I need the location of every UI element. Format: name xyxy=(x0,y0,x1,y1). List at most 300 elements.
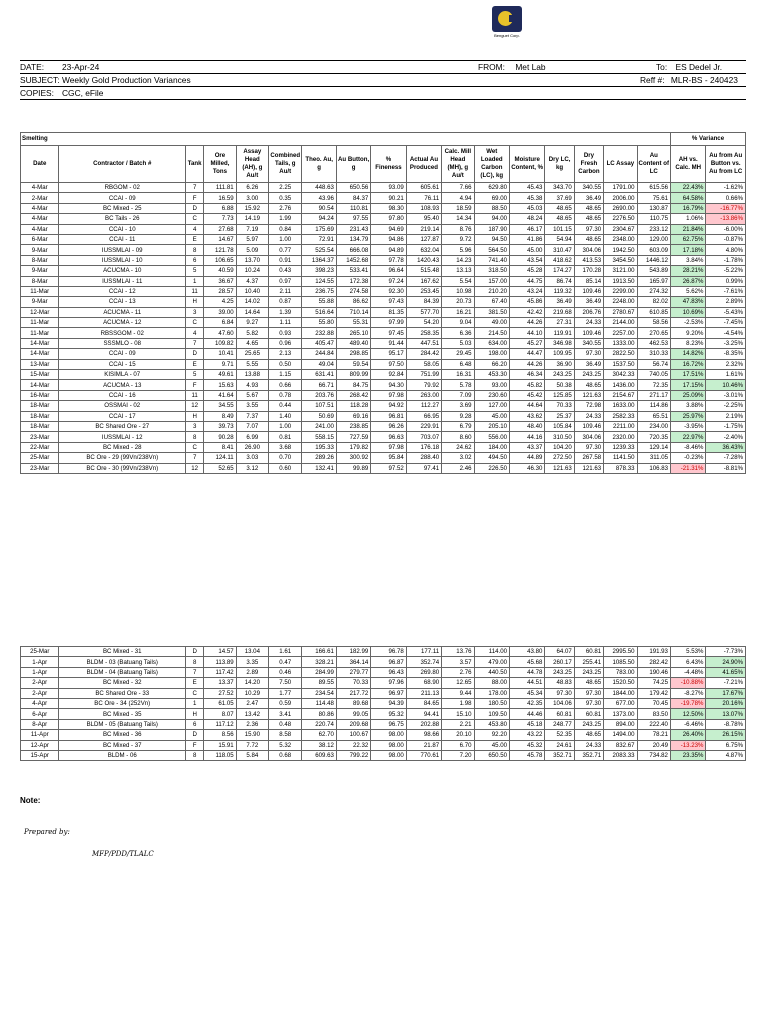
table-cell: 13-Mar xyxy=(21,359,59,369)
table-cell: 110.81 xyxy=(336,203,370,213)
table-cell: 48.65 xyxy=(574,730,603,740)
date-line xyxy=(20,62,100,72)
table-cell: 45.32 xyxy=(509,740,544,750)
table-cell: 60.81 xyxy=(545,709,574,719)
table-cell: 0.59 xyxy=(269,698,302,708)
table-cell: 94.41 xyxy=(406,709,441,719)
table-cell: 6.84 xyxy=(204,318,236,328)
table-cell: 1.99 xyxy=(269,214,302,224)
table-cell: 260.17 xyxy=(545,657,574,667)
table-cell: 11-Apr xyxy=(21,730,59,740)
table-cell: 94.39 xyxy=(371,698,406,708)
table-cell: 92.20 xyxy=(474,730,509,740)
table-cell: 352.71 xyxy=(574,750,603,760)
table-cell: 45.34 xyxy=(509,688,544,698)
table-cell: 219.14 xyxy=(406,224,441,234)
table-cell: 770.61 xyxy=(406,750,441,760)
table-cell: 52.35 xyxy=(545,730,574,740)
table-cell: 88.00 xyxy=(474,678,509,688)
table-cell: 1.00 xyxy=(269,234,302,244)
table-cell: -13.86% xyxy=(706,214,746,224)
table-cell: 66.95 xyxy=(406,411,441,421)
table-row xyxy=(21,370,746,380)
table-cell: 195.33 xyxy=(302,442,336,452)
table-cell: 84.39 xyxy=(406,297,441,307)
table-cell: 1085.50 xyxy=(604,657,637,667)
table-cell: 241.00 xyxy=(302,421,336,431)
table-cell: 24.33 xyxy=(574,318,603,328)
column-header: Tank xyxy=(186,146,204,183)
table-cell: 479.00 xyxy=(474,657,509,667)
table-row xyxy=(21,750,746,760)
table-cell: 453.30 xyxy=(474,370,509,380)
table-cell: -5.43% xyxy=(706,307,746,317)
table-cell: 8.56 xyxy=(204,730,236,740)
table-row xyxy=(21,203,746,213)
table-cell: -13.23% xyxy=(670,740,705,750)
table-cell: 78.21 xyxy=(637,730,670,740)
table-cell: 5.67 xyxy=(236,390,268,400)
table-row xyxy=(21,183,746,193)
section-label: Smelting xyxy=(21,133,671,146)
table-cell: 274.32 xyxy=(637,286,670,296)
table-cell: 3.41 xyxy=(269,709,302,719)
table-row xyxy=(21,193,746,203)
table-cell: 24.33 xyxy=(574,740,603,750)
table-cell: 14-Mar xyxy=(21,349,59,359)
table-cell: -1.75% xyxy=(706,421,746,431)
table-cell: 2154.67 xyxy=(604,390,637,400)
table-cell: 5.55 xyxy=(236,359,268,369)
table-cell: 2690.00 xyxy=(604,203,637,213)
table-cell: 0.50 xyxy=(269,359,302,369)
table-cell: 206.76 xyxy=(574,307,603,317)
table-cell: 21.87 xyxy=(406,740,441,750)
table-cell: 96.64 xyxy=(371,266,406,276)
table-cell: 418.62 xyxy=(545,255,574,265)
table-cell: 2.46 xyxy=(442,463,474,473)
table-cell: 211.13 xyxy=(406,688,441,698)
table-cell: E xyxy=(186,678,204,688)
table-cell: 75.61 xyxy=(637,193,670,203)
table-cell: CCAI - 13 xyxy=(59,297,186,307)
table-cell: 26.40% xyxy=(670,730,705,740)
table-cell: D xyxy=(186,349,204,359)
table-cell: 16.72% xyxy=(671,359,706,369)
table-cell: 90.21 xyxy=(371,193,406,203)
table-cell: 1141.50 xyxy=(604,453,637,463)
table-cell: 175.69 xyxy=(302,224,336,234)
table-cell: 14-Mar xyxy=(21,380,59,390)
table-row xyxy=(21,730,746,740)
table-cell: C xyxy=(186,688,204,698)
table-cell: 210.20 xyxy=(474,286,509,296)
table-cell: 44.47 xyxy=(509,349,544,359)
table-cell: 2276.50 xyxy=(604,214,637,224)
table-cell: 36.90 xyxy=(545,359,574,369)
table-cell: 10.69% xyxy=(671,307,706,317)
table-cell: 182.99 xyxy=(336,647,370,657)
table-cell: 5 xyxy=(186,266,204,276)
table-cell: 3.57 xyxy=(442,657,474,667)
table-cell: 1844.00 xyxy=(604,688,637,698)
table-cell: 45.00 xyxy=(474,411,509,421)
table-cell: 18-Mar xyxy=(21,401,59,411)
table-cell: 666.08 xyxy=(336,245,370,255)
table-row xyxy=(21,245,746,255)
table-cell: -8.27% xyxy=(670,688,705,698)
table-cell: 311.05 xyxy=(637,453,670,463)
table-cell: 49.04 xyxy=(302,359,336,369)
table-cell: 703.07 xyxy=(406,432,441,442)
table-cell: 69.00 xyxy=(474,193,509,203)
table-cell: 7.73 xyxy=(204,214,236,224)
table-cell: 253.45 xyxy=(406,286,441,296)
table-cell: 3454.50 xyxy=(604,255,637,265)
table-cell: 609.63 xyxy=(302,750,336,760)
table-cell: 494.50 xyxy=(474,453,509,463)
table-cell: 101.15 xyxy=(545,224,574,234)
table-cell: 413.53 xyxy=(574,255,603,265)
table-cell: 4-Mar xyxy=(21,183,59,193)
table-cell: 0.68 xyxy=(269,750,302,760)
table-cell: 2083.33 xyxy=(604,750,637,760)
table-cell: 14.67 xyxy=(204,234,236,244)
table-cell: 94.86 xyxy=(371,234,406,244)
table-cell: 25.65 xyxy=(236,349,268,359)
table-cell: CCAI - 10 xyxy=(59,224,186,234)
table-cell: 1.11 xyxy=(269,318,302,328)
table-cell: 6.75% xyxy=(706,740,746,750)
table-cell: 2.89 xyxy=(236,667,268,677)
table-cell: 310.47 xyxy=(545,245,574,255)
table-cell: 105.84 xyxy=(545,421,574,431)
table-cell: 69.16 xyxy=(336,411,370,421)
table-cell: 44.51 xyxy=(509,678,544,688)
table-cell: 4.37 xyxy=(236,276,268,286)
table-cell: 18-Mar xyxy=(21,411,59,421)
table-cell: 1.61% xyxy=(706,370,746,380)
table-cell: 9.72 xyxy=(442,234,474,244)
table-cell: 564.50 xyxy=(474,245,509,255)
table-cell: 119.32 xyxy=(545,286,574,296)
table-cell: 36.49 xyxy=(574,359,603,369)
table-cell: BC Tails - 26 xyxy=(59,214,186,224)
table-cell: 92.30 xyxy=(371,286,406,296)
ref-value: MLR-BS - 240423 xyxy=(670,75,738,85)
table-cell: 5.54 xyxy=(442,276,474,286)
table-cell: 37.69 xyxy=(545,193,574,203)
table-cell: 272.50 xyxy=(545,453,574,463)
table-cell: 46.17 xyxy=(509,224,544,234)
column-header: LC Assay xyxy=(604,146,637,183)
table-cell: 3.84% xyxy=(671,255,706,265)
table-cell: 300.92 xyxy=(336,453,370,463)
table-cell: 45.82 xyxy=(509,380,544,390)
table-cell: 4.80% xyxy=(706,245,746,255)
table-cell: -16.77% xyxy=(706,203,746,213)
table-cell: 3 xyxy=(186,307,204,317)
table-cell: 67.40 xyxy=(474,297,509,307)
table-cell: 405.47 xyxy=(302,338,336,348)
table-cell: 556.00 xyxy=(474,432,509,442)
table-cell: 172.38 xyxy=(336,276,370,286)
table-row xyxy=(21,224,746,234)
table-cell: BC Mixed - 35 xyxy=(59,709,186,719)
table-cell: 95.84 xyxy=(371,453,406,463)
table-row xyxy=(21,297,746,307)
table-cell: 74.25 xyxy=(637,678,670,688)
table-cell: 605.61 xyxy=(406,183,441,193)
table-cell: 352.71 xyxy=(545,750,574,760)
table-cell: 7 xyxy=(186,183,204,193)
table-cell: 3.02 xyxy=(442,453,474,463)
date-value: 23-Apr-24 xyxy=(62,62,100,72)
table-cell: 248.77 xyxy=(545,719,574,729)
table-cell: 42.42 xyxy=(509,307,544,317)
table-cell: 558.15 xyxy=(302,432,336,442)
table-cell: CCAI - 16 xyxy=(59,390,186,400)
table-cell: 44.26 xyxy=(509,359,544,369)
table-cell: 0.66 xyxy=(269,380,302,390)
table-cell: 1 xyxy=(186,698,204,708)
table-cell: 1239.33 xyxy=(604,442,637,452)
table-cell: 634.00 xyxy=(474,338,509,348)
table-cell: 11 xyxy=(186,286,204,296)
table-cell: 4.87% xyxy=(706,750,746,760)
table-cell: F xyxy=(186,740,204,750)
table-row xyxy=(21,214,746,224)
table-cell: 39.00 xyxy=(204,307,236,317)
table-cell: 20.10 xyxy=(442,730,474,740)
table-cell: 22.43% xyxy=(671,183,706,193)
table-cell: -6.00% xyxy=(706,224,746,234)
table-cell: 274.58 xyxy=(336,286,370,296)
table-cell: 7 xyxy=(186,667,204,677)
note-label: Note: xyxy=(20,796,41,805)
table-cell: BLDM - 06 xyxy=(59,750,186,760)
copies-label: COPIES: xyxy=(20,88,54,98)
table-cell: 54.94 xyxy=(545,234,574,244)
table-cell: 6 xyxy=(186,719,204,729)
table-cell: 0.70 xyxy=(269,453,302,463)
table-cell: 43.24 xyxy=(509,286,544,296)
table-cell: 343.70 xyxy=(545,183,574,193)
table-cell: 269.80 xyxy=(406,667,441,677)
table-cell: 5.62% xyxy=(671,286,706,296)
table-cell: 243.25 xyxy=(574,719,603,729)
production-table-continued xyxy=(20,646,746,761)
table-cell: 174.27 xyxy=(545,266,574,276)
table-cell: 4 xyxy=(186,328,204,338)
table-cell: 97.30 xyxy=(574,224,603,234)
table-cell: 9.27 xyxy=(236,318,268,328)
table-cell: -8.81% xyxy=(706,463,746,473)
table-cell: 741.40 xyxy=(474,255,509,265)
table-cell: 20.49 xyxy=(637,740,670,750)
table-cell: 13.04 xyxy=(236,647,268,657)
header-rule-1 xyxy=(20,73,746,74)
table-cell: 177.11 xyxy=(406,647,441,657)
table-cell: D xyxy=(186,203,204,213)
table-cell: 81.35 xyxy=(371,307,406,317)
table-cell: 10.29 xyxy=(236,688,268,698)
table-cell: D xyxy=(186,647,204,657)
table-cell: RBGOM - 02 xyxy=(59,183,186,193)
table-cell: 79.92 xyxy=(406,380,441,390)
table-cell: 15.92 xyxy=(236,203,268,213)
table-cell: 25.09% xyxy=(671,390,706,400)
table-cell: 346.98 xyxy=(545,338,574,348)
table-cell: 6.79 xyxy=(442,421,474,431)
table-cell: 202.88 xyxy=(406,719,441,729)
table-cell: 50.69 xyxy=(302,411,336,421)
column-header: Au from Au Button vs. Au from LC xyxy=(706,146,746,183)
table-cell: 310.50 xyxy=(545,432,574,442)
table-cell: 72.91 xyxy=(302,234,336,244)
table-cell: 48.83 xyxy=(545,678,574,688)
table-cell: 94.24 xyxy=(302,214,336,224)
table-cell: 1-Apr xyxy=(21,657,59,667)
to-value: ES Dedel Jr. xyxy=(675,62,723,72)
table-cell: 1452.68 xyxy=(336,255,370,265)
table-cell: 0.77 xyxy=(269,245,302,255)
table-cell: -10.88% xyxy=(670,678,705,688)
table-cell: 76.11 xyxy=(406,193,441,203)
table-body-2 xyxy=(21,647,746,761)
table-cell: 58.05 xyxy=(406,359,441,369)
table-cell: 352.74 xyxy=(406,657,441,667)
table-cell: 41.64 xyxy=(204,390,236,400)
table-cell: 0.91 xyxy=(269,255,302,265)
table-cell: 59.54 xyxy=(336,359,370,369)
table-cell: 61.05 xyxy=(204,698,236,708)
table-cell: RBSSGOM - 02 xyxy=(59,328,186,338)
table-cell: 8-Mar xyxy=(21,255,59,265)
prepared-label: Prepared by: xyxy=(24,828,70,836)
table-cell: BC Mixed - 28 xyxy=(59,442,186,452)
table-cell: 88.50 xyxy=(474,203,509,213)
table-cell: -7.21% xyxy=(706,678,746,688)
table-cell: 8.49 xyxy=(204,411,236,421)
table-cell: 179.82 xyxy=(336,442,370,452)
prepared-by: MFP/PDD/TLALC xyxy=(92,850,154,858)
table-cell: 328.21 xyxy=(302,657,336,667)
subject-line xyxy=(20,75,191,85)
table-cell: 95.32 xyxy=(371,709,406,719)
table-cell: 8-Apr xyxy=(21,719,59,729)
table-cell: 462.53 xyxy=(637,338,670,348)
table-cell: 1.39 xyxy=(269,307,302,317)
column-header: AH vs. Calc. MH xyxy=(671,146,706,183)
table-cell: 93.00 xyxy=(474,380,509,390)
table-cell: IUSSMLAI - 11 xyxy=(59,276,186,286)
table-cell: 121.63 xyxy=(574,463,603,473)
table-cell: 727.59 xyxy=(336,432,370,442)
table-cell: 41.86 xyxy=(509,234,544,244)
column-header: Dry LC, kg xyxy=(545,146,574,183)
table-cell: SSSMLO - 08 xyxy=(59,338,186,348)
table-cell: 45.38 xyxy=(509,193,544,203)
table-cell: 13.70 xyxy=(236,255,268,265)
table-cell: 710.14 xyxy=(336,307,370,317)
table-cell: 17.15% xyxy=(671,380,706,390)
company-name: Benguet Corp. xyxy=(494,33,520,38)
table-cell: 92.84 xyxy=(371,370,406,380)
table-cell: 1446.12 xyxy=(637,255,670,265)
table-cell: 4.94 xyxy=(442,193,474,203)
table-cell: 2006.00 xyxy=(604,193,637,203)
table-cell: 45.00 xyxy=(509,245,544,255)
table-cell: 398.23 xyxy=(302,266,336,276)
table-cell: 44.26 xyxy=(509,318,544,328)
table-cell: -8.78% xyxy=(706,719,746,729)
table-cell: 2-Apr xyxy=(21,678,59,688)
table-cell: 263.00 xyxy=(406,390,441,400)
table-cell: 25-Mar xyxy=(21,647,59,657)
table-cell: 65.51 xyxy=(637,411,670,421)
table-cell: 70.33 xyxy=(336,678,370,688)
table-cell: 84.75 xyxy=(336,380,370,390)
table-cell: 8.60 xyxy=(442,432,474,442)
table-cell: 279.77 xyxy=(336,667,370,677)
table-cell: 2248.00 xyxy=(604,297,637,307)
table-cell: 2.32% xyxy=(706,359,746,369)
table-cell: D xyxy=(186,730,204,740)
header-top-rule xyxy=(20,60,746,61)
table-cell: 0.97 xyxy=(269,276,302,286)
table-cell: 121.63 xyxy=(574,390,603,400)
table-cell: 58.56 xyxy=(637,318,670,328)
table-cell: 0.87 xyxy=(269,297,302,307)
table-cell: 5.32 xyxy=(269,740,302,750)
table-cell: 17.51% xyxy=(671,370,706,380)
table-cell: 72.35 xyxy=(637,380,670,390)
table-cell: 799.22 xyxy=(336,750,370,760)
table-cell: 56.74 xyxy=(637,359,670,369)
table-row xyxy=(21,740,746,750)
table-cell: 179.42 xyxy=(637,688,670,698)
table-row xyxy=(21,390,746,400)
table-row xyxy=(21,678,746,688)
table-row xyxy=(21,234,746,244)
table-cell: 525.54 xyxy=(302,245,336,255)
table-cell: 629.80 xyxy=(474,183,509,193)
table-cell: CCAI - 09 xyxy=(59,193,186,203)
table-cell: 109.82 xyxy=(204,338,236,348)
table-cell: 7.37 xyxy=(236,411,268,421)
table-cell: 2822.50 xyxy=(604,349,637,359)
table-cell: 0.44 xyxy=(269,401,302,411)
table-cell: 90.28 xyxy=(204,432,236,442)
table-cell: 11 xyxy=(186,390,204,400)
table-cell: 217.72 xyxy=(336,688,370,698)
table-cell: 3042.33 xyxy=(604,370,637,380)
table-cell: 1494.00 xyxy=(604,730,637,740)
table-cell: 5.03 xyxy=(442,338,474,348)
table-row xyxy=(21,359,746,369)
table-cell: 603.09 xyxy=(637,245,670,255)
table-cell: 2.13 xyxy=(269,349,302,359)
table-cell: 894.00 xyxy=(604,719,637,729)
table-cell: 29.45 xyxy=(442,349,474,359)
table-cell: 270.65 xyxy=(637,328,670,338)
table-cell: 5.82 xyxy=(236,328,268,338)
table-cell: -4.54% xyxy=(706,328,746,338)
table-cell: 97.24 xyxy=(371,276,406,286)
production-table xyxy=(20,132,746,474)
table-cell: 2304.67 xyxy=(604,224,637,234)
